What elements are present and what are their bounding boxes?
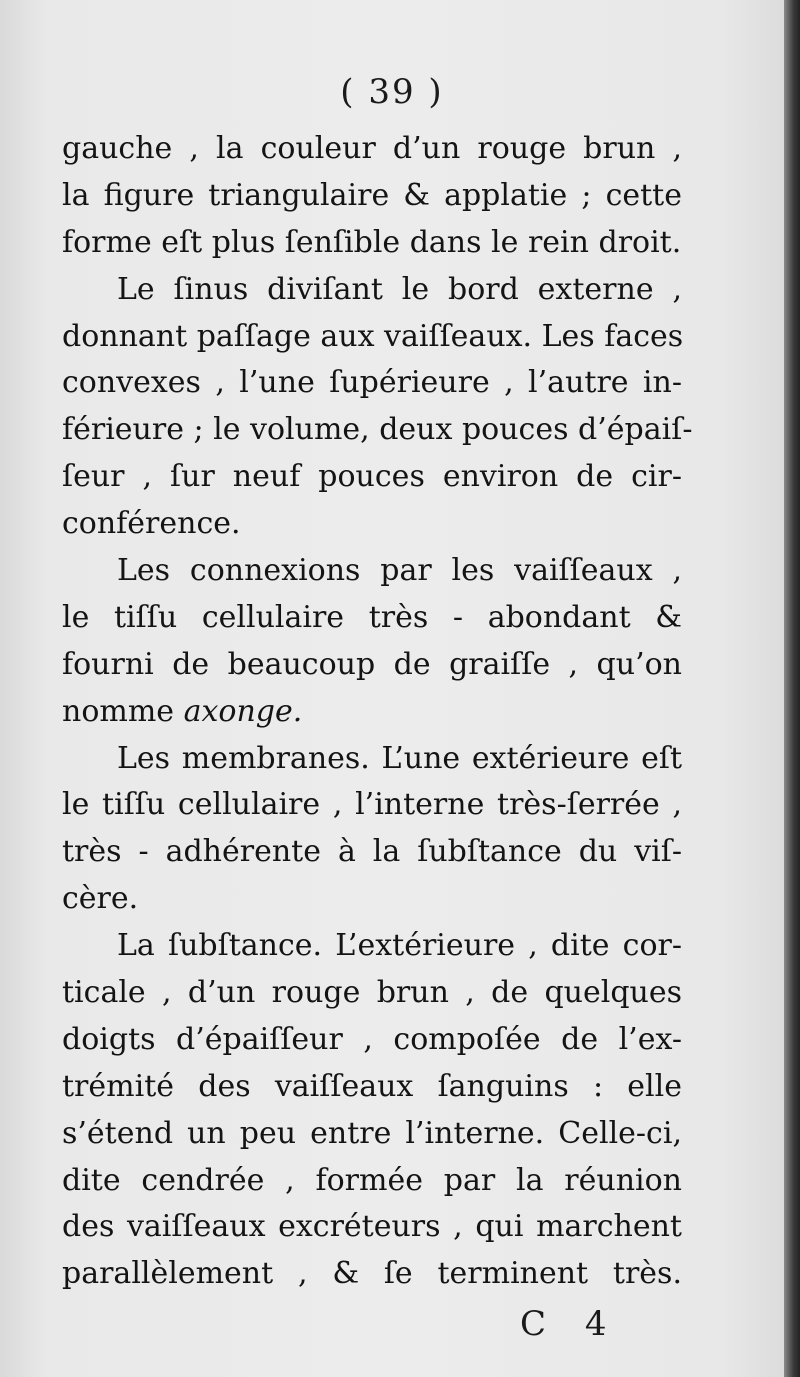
text-line: conférence.: [62, 506, 241, 542]
text-line: Le ſinus diviſant le bord externe ,: [117, 271, 682, 307]
body-text: [62, 126, 693, 1298]
text-line: ticale , d’un rouge brun , de quelques: [62, 975, 682, 1011]
text-line: férieure ; le volume, deux pouces d’épaiſ-: [62, 412, 693, 448]
text-line: convexes , l’une ſupérieure , l’autre in-: [62, 365, 682, 401]
text-line: forme eſt plus ſenſible dans le rein droit.: [62, 224, 682, 260]
text-line: le tiſſu cellulaire très - abondant &: [62, 599, 682, 635]
signature-mark: C 4: [520, 1304, 621, 1344]
text-fragment: nomme: [62, 693, 184, 729]
text-line: la figure triangulaire & applatie ; cette: [62, 177, 682, 213]
text-line: ſeur , ſur neuf pouces environ de cir-: [62, 459, 682, 495]
text-line: doigts d’épaiſſeur , compoſée de l’ex-: [62, 1021, 682, 1057]
text-line: Les connexions par les vaiſſeaux ,: [117, 553, 682, 589]
text-line: [62, 689, 682, 736]
text-line: fourni de beaucoup de graiſſe , qu’on: [62, 646, 682, 682]
italic-term: axonge.: [183, 693, 303, 729]
text-line: Les membranes. L’une extérieure eſt: [117, 740, 682, 776]
text-line: gauche , la couleur d’un rouge brun ,: [62, 131, 682, 166]
text-line: La ſubſtance. L’extérieure , dite cor-: [117, 928, 682, 964]
text-line: cère.: [62, 881, 139, 917]
page-edge-shadow: [784, 0, 800, 1377]
text-line: des vaiſſeaux excréteurs , qui marchent: [62, 1209, 682, 1245]
text-line: le tiſſu cellulaire , l’interne très-ſerrée ,: [62, 787, 682, 823]
page-number: ( 39 ): [340, 72, 444, 112]
text-line: très - adhérente à la ſubſtance du viſ-: [62, 834, 682, 870]
text-line: donnant paſſage aux vaiſſeaux. Les faces: [62, 318, 684, 354]
text-line: parallèlement , & ſe terminent très.: [62, 1256, 682, 1292]
text-line: s’étend un peu entre l’interne. Celle-ci,: [62, 1115, 682, 1151]
text-line: dite cendrée , formée par la réunion: [62, 1162, 682, 1198]
text-line: trémité des vaiſſeaux ſanguins : elle: [62, 1068, 682, 1104]
